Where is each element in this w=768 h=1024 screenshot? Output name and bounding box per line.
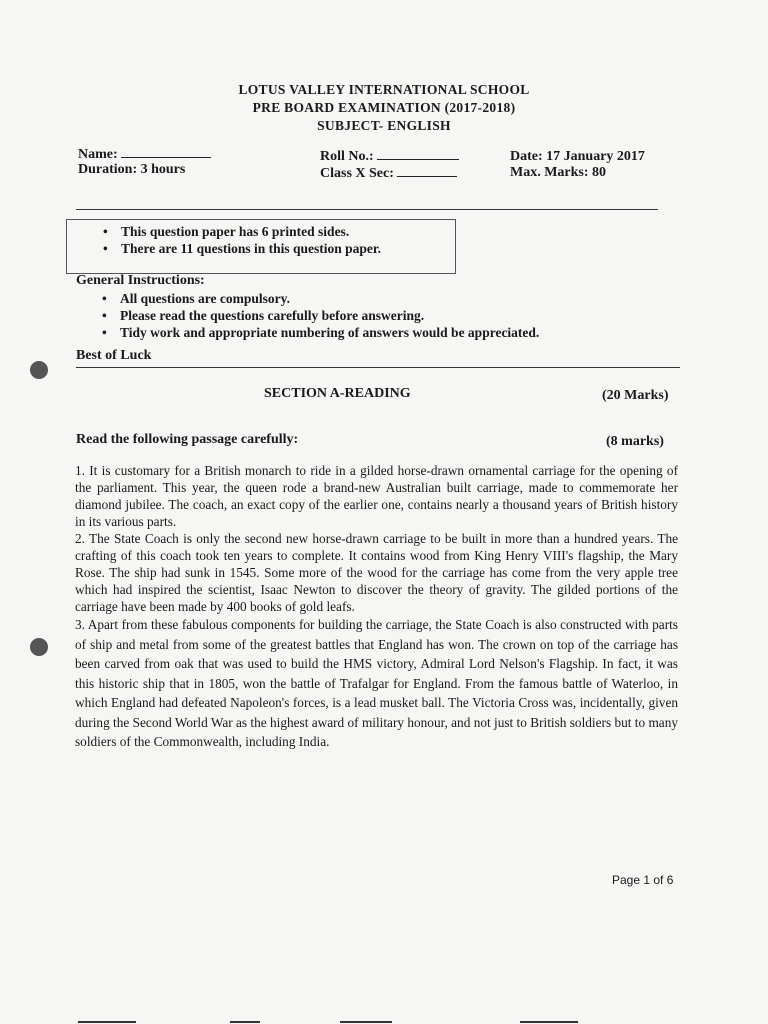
- info-pages: • This question paper has 6 printed sides.: [97, 223, 455, 240]
- roll-label: Roll No.:: [320, 149, 374, 164]
- roll-field: [320, 147, 459, 165]
- duration: Duration: 3 hours: [78, 162, 186, 177]
- name-field: [78, 145, 211, 163]
- passage-heading: Read the following passage carefully:: [76, 432, 299, 447]
- max-marks: Max. Marks: 80: [510, 165, 607, 180]
- passage-body: [75, 462, 678, 752]
- section-title: SECTION A-READING: [264, 386, 411, 401]
- exam-date: Date: 17 January 2017: [510, 149, 645, 164]
- roll-blank: [377, 147, 459, 160]
- page-number: Page 1 of 6: [612, 873, 674, 887]
- scan-mark: [520, 1021, 578, 1023]
- section-marks: (20 Marks): [602, 388, 669, 403]
- class-blank: [397, 164, 457, 177]
- info-box: [66, 219, 456, 274]
- punch-hole-top: [30, 361, 48, 379]
- info-questions: • There are 11 questions in this question paper.: [97, 240, 455, 257]
- punch-hole-bottom: [30, 638, 48, 656]
- passage-marks: (8 marks): [606, 434, 664, 449]
- scan-mark: [340, 1021, 392, 1023]
- passage-paragraph-3: 3. Apart from these fabulous components for building the carriage, the State Coach is also constructed with parts of ship and metal from some of the greatest battles that England has won. The crown on top of the carriage has been carved from oak that was used to build the HMS victory, Admiral Lord Nelson's Flagship. In fact, it was this historic ship that in 1805, won the battle of Trafalgar for England. From the famous battle of Waterloo, in which England had defeated Napoleon's forces, is a lead musket ball. The Victoria Cross was, incidentally, given during the Second World War as the highest award of military honour, and not just to British soldiers but to many soldiers of the Commonwealth, including India.: [75, 617, 678, 749]
- instructions-title: General Instructions:: [76, 273, 205, 288]
- scan-mark: [230, 1021, 260, 1023]
- instructions-list: [96, 290, 539, 341]
- name-blank: [121, 145, 211, 158]
- best-of-luck: Best of Luck: [76, 348, 152, 363]
- passage-paragraph-2: 2. The State Coach is only the second new horse-drawn carriage to be built in more than a hundred years. The crafting of this coach took ten years to complete. It contains wood from King Henry VIII's flagship, the Mary Rose. The ship had sunk in 1545. Some more of the wood for the carriage has come from the very apple tree which had inspired the scientist, Isaac Newton to discover the theory of gravity. The gilded portions of the carriage have been made by 400 books of gold leafs.: [75, 531, 678, 614]
- class-field: [320, 164, 457, 182]
- header-rule: [76, 209, 658, 210]
- scan-mark: [78, 1021, 136, 1023]
- instruction-item: • Please read the questions carefully before answering.: [96, 307, 539, 324]
- school-name: LOTUS VALLEY INTERNATIONAL SCHOOL: [238, 82, 530, 97]
- name-label: Name:: [78, 147, 118, 162]
- instruction-item: • All questions are compulsory.: [96, 290, 539, 307]
- subject-title: SUBJECT- ENGLISH: [317, 118, 451, 133]
- exam-title: PRE BOARD EXAMINATION (2017-2018): [252, 100, 516, 115]
- section-rule: [76, 367, 680, 368]
- instruction-item: • Tidy work and appropriate numbering of answers would be appreciated.: [96, 324, 539, 341]
- passage-paragraph-1: 1. It is customary for a British monarch to ride in a gilded horse-drawn ornamental carriage for the opening of the parliament. This year, the queen rode a brand-new Australian built carriage, made to commemorate her diamond jubilee. The coach, an exact copy of the earlier one, contains nearly a thousand years of British history in its various parts.: [75, 463, 678, 529]
- class-label: Class X Sec:: [320, 166, 394, 181]
